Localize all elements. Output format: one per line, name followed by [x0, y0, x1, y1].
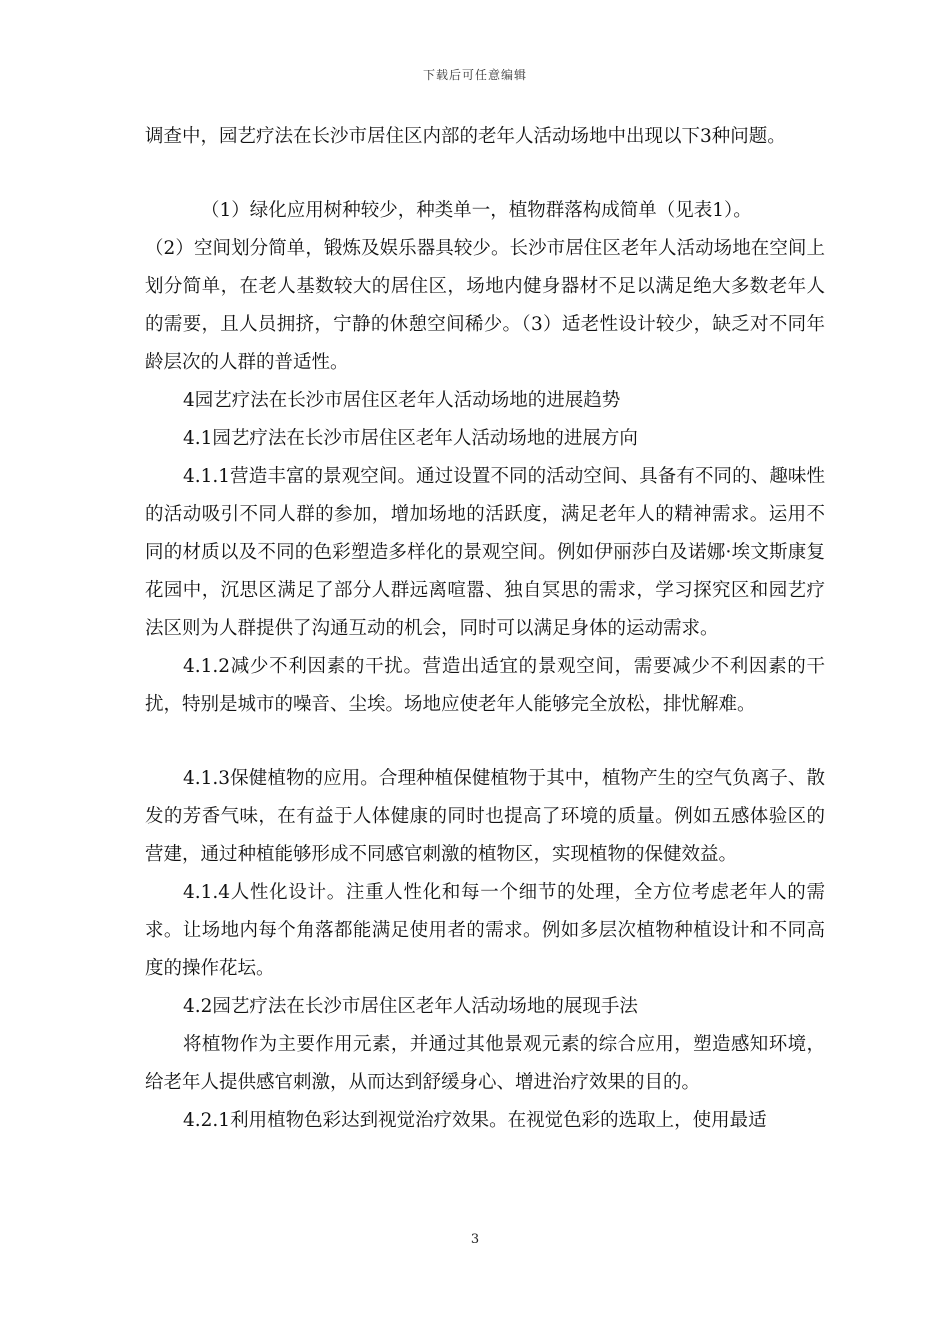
page-number: 3	[470, 1232, 480, 1247]
paragraph-4-1-4: 4.1.4人性化设计。注重人性化和每一个细节的处理，全方位考虑老年人的需求。让场地内每个角落都能满足使用者的需求。例如多层次植物种植设计和不同高度的操作花坛。	[145, 882, 825, 979]
paragraph-issue-1: （1）绿化应用树种较少，种类单一，植物群落构成简单（见表1）。	[201, 200, 752, 221]
paragraph-4-1-2: 4.1.2减少不利因素的干扰。营造出适宜的景观空间，需要减少不利因素的干扰，特别是城市的噪音、尘埃。场地应使老年人能够完全放松，排忧解难。	[145, 656, 825, 715]
paragraph-4-1-3: 4.1.3保健植物的应用。合理种植保健植物于其中，植物产生的空气负离子、散发的芳香气味，在有益于人体健康的同时也提高了环境的质量。例如五感体验区的营建，通过种植能够形成不同感官刺激的植物区，实现植物的保健效益。	[145, 768, 825, 865]
document-body	[145, 118, 825, 1140]
paragraph-4-1-1: 4.1.1营造丰富的景观空间。通过设置不同的活动空间、具备有不同的、趣味性的活动吸引不同人群的参加，增加场地的活跃度，满足老年人的精神需求。运用不同的材质以及不同的色彩塑造多样化的景观空间。例如伊丽莎白及诺娜·埃文斯康复花园中，沉思区满足了部分人群远离喧嚣、独自冥思的需求，学习探究区和园艺疗法区则为人群提供了沟通互动的机会，同时可以满足身体的运动需求。	[145, 466, 825, 639]
paragraph-issue-2-3: （2）空间划分简单，锻炼及娱乐器具较少。长沙市居住区老年人活动场地在空间上划分简单，在老人基数较大的居住区，场地内健身器材不足以满足绝大多数老年人的需要，且人员拥挤，宁静的休憩空间稀少。（3）适老性设计较少，缺乏对不同年龄层次的人群的普适性。	[145, 238, 825, 373]
heading-section-4-2: 4.2园艺疗法在长沙市居住区老年人活动场地的展现手法	[183, 996, 638, 1017]
paragraph-gap	[145, 156, 825, 192]
paragraph-gap	[145, 724, 825, 760]
paragraph-intro: 调查中，园艺疗法在长沙市居住区内部的老年人活动场地中出现以下3种问题。	[145, 126, 786, 147]
paragraph-4-2-intro: 将植物作为主要作用元素，并通过其他景观元素的综合应用，塑造感知环境，给老年人提供感官刺激，从而达到舒缓身心、增进治疗效果的目的。	[145, 1034, 825, 1093]
paragraph-4-2-1: 4.2.1利用植物色彩达到视觉治疗效果。在视觉色彩的选取上，使用最适	[183, 1110, 767, 1131]
heading-section-4: 4园艺疗法在长沙市居住区老年人活动场地的进展趋势	[183, 390, 621, 411]
heading-section-4-1: 4.1园艺疗法在长沙市居住区老年人活动场地的进展方向	[183, 428, 638, 449]
page-header: 下载后可任意编辑	[422, 68, 527, 82]
